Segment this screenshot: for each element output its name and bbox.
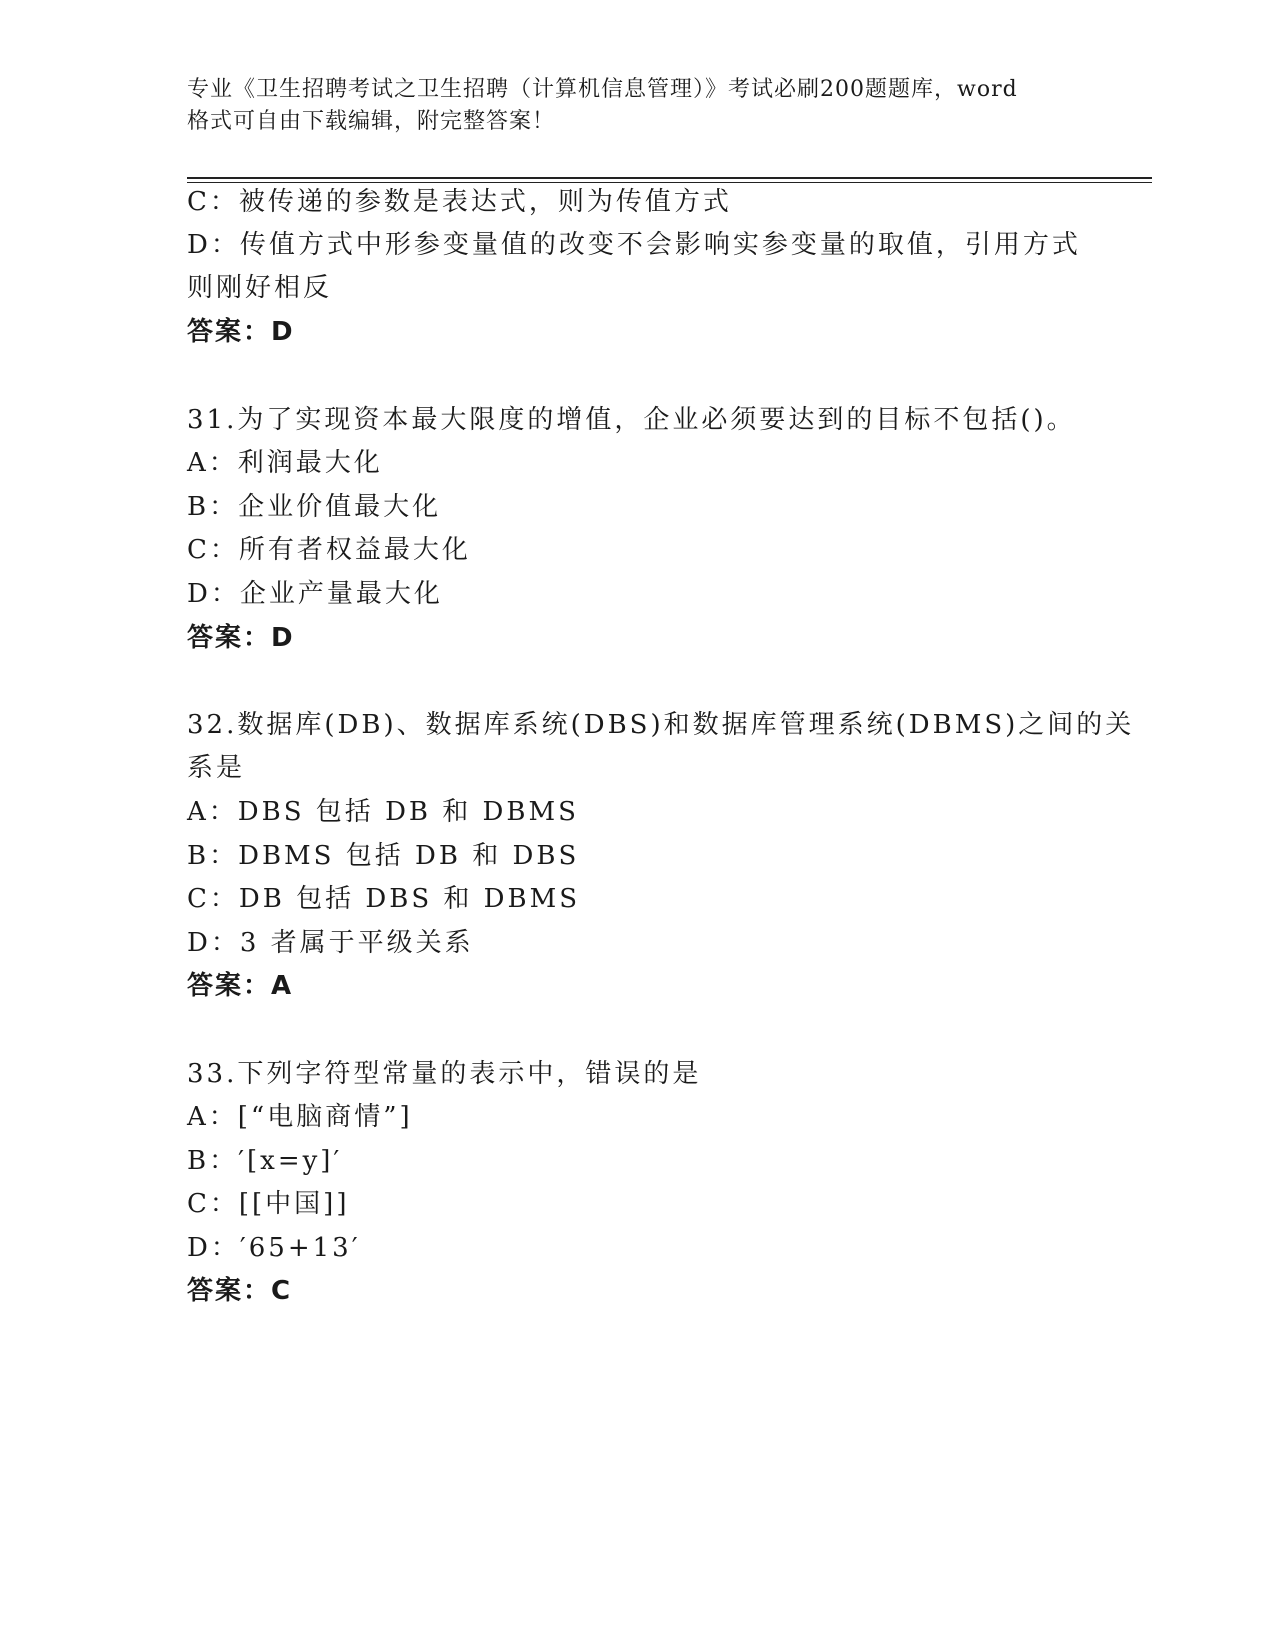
q32-option-a: A：DBS 包括 DB 和 DBMS [187, 797, 579, 827]
q31-option-d: D：企业产量最大化 [187, 579, 443, 609]
q33-option-d: D：′65+13′ [187, 1233, 361, 1263]
q33-option-c: C：[[中国]] [187, 1189, 350, 1219]
q31-answer: 答案：D [187, 623, 295, 653]
document-header [187, 74, 1087, 138]
header-title-line2: 格式可自由下载编辑，附完整答案！ [187, 109, 556, 134]
prev-option-c: C：被传递的参数是表达式，则为传值方式 [187, 187, 732, 217]
q33-answer: 答案：C [187, 1276, 293, 1306]
q31-stem: 31.为了实现资本最大限度的增值，企业必须要达到的目标不包括()。 [187, 405, 1076, 435]
q32-option-b: B：DBMS 包括 DB 和 DBS [187, 841, 580, 871]
q31-option-a: A：利润最大化 [187, 448, 383, 478]
q32-answer: 答案：A [187, 971, 294, 1001]
prev-option-d-line2: 则刚好相反 [187, 273, 333, 303]
q33-option-a: A：[“电脑商情”] [187, 1102, 413, 1132]
header-divider-thin [187, 182, 1152, 183]
q32-option-d: D：3 者属于平级关系 [187, 928, 474, 958]
q32-stem-line1: 32.数据库(DB)、数据库系统(DBS)和数据库管理系统(DBMS)之间的关 [187, 710, 1135, 740]
q33-stem: 33.下列字符型常量的表示中，错误的是 [187, 1059, 702, 1089]
q33-option-b: B：′[x=y]′ [187, 1146, 343, 1176]
q32-option-c: C：DB 包括 DBS 和 DBMS [187, 884, 581, 914]
q31-option-c: C：所有者权益最大化 [187, 535, 471, 565]
prev-option-d-line1: D：传值方式中形参变量值的改变不会影响实参变量的取值，引用方式 [187, 230, 1081, 260]
header-divider-thick [187, 177, 1152, 179]
q31-option-b: B：企业价值最大化 [187, 492, 442, 522]
prev-answer: 答案：D [187, 317, 295, 347]
header-title-line1: 专业《卫生招聘考试之卫生招聘（计算机信息管理）》考试必刷200题题库，word [187, 77, 1018, 102]
q32-stem-line2: 系是 [187, 753, 246, 783]
